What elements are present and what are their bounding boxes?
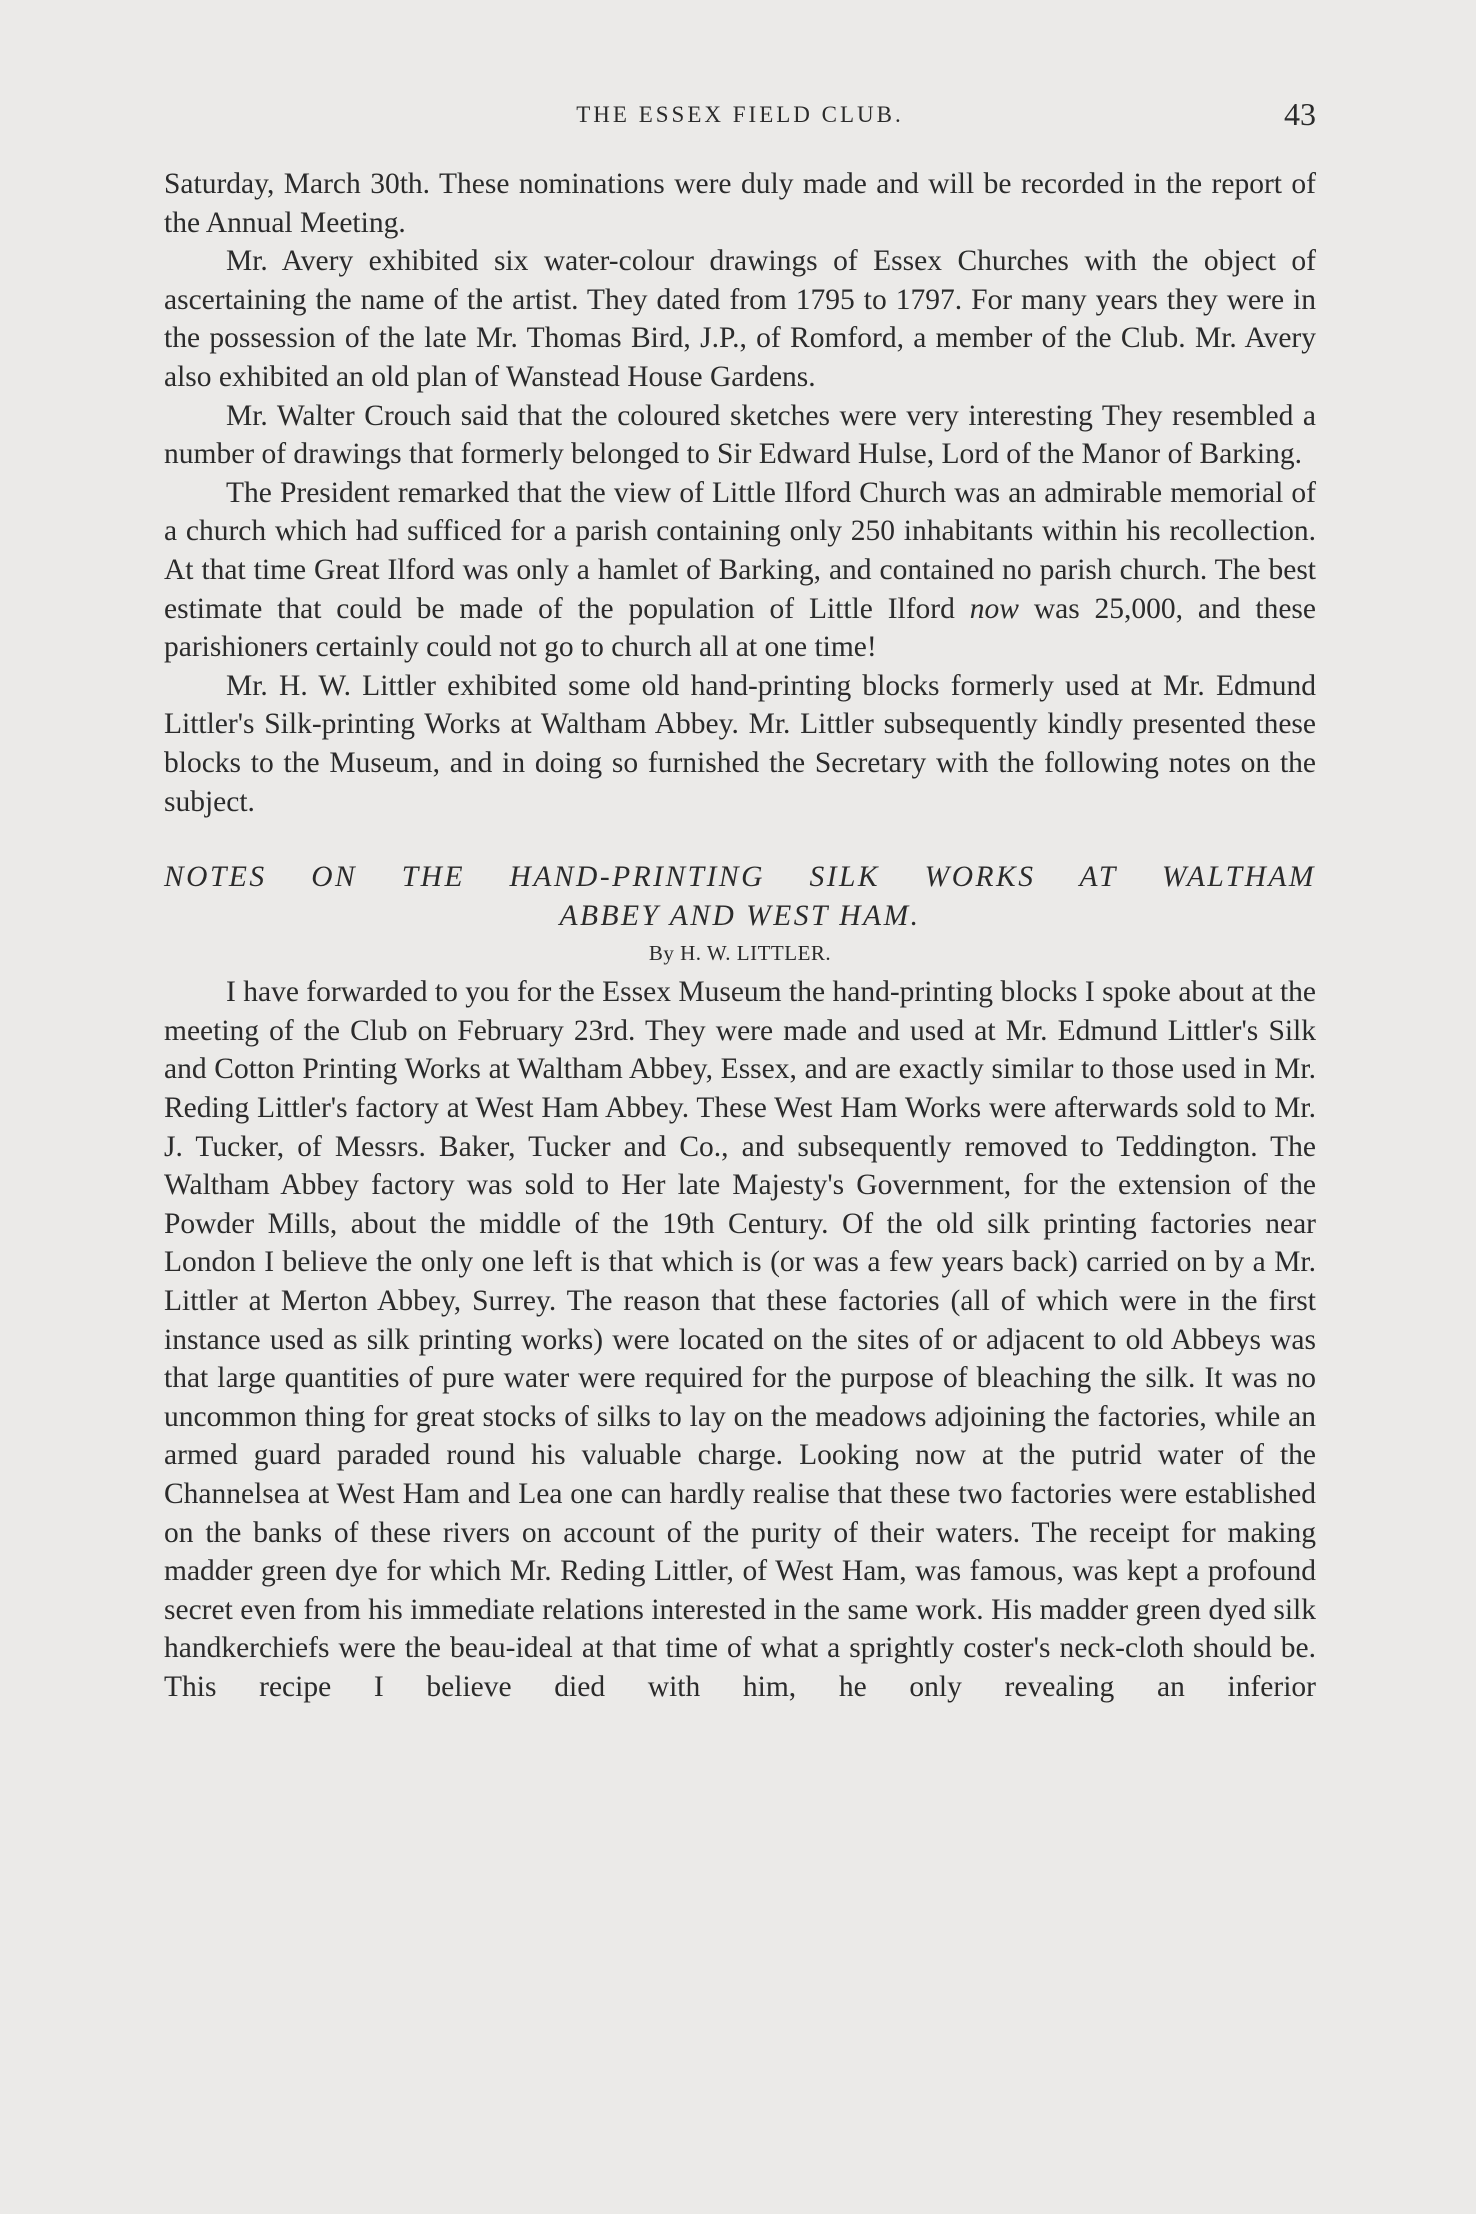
page-number: 43 bbox=[1284, 96, 1316, 132]
article-title-line-1: NOTES ON THE HAND-PRINTING SILK WORKS AT WALTHAM bbox=[164, 861, 1316, 894]
article-byline: By H. W. LITTLER. bbox=[648, 941, 832, 966]
paragraph-littler: Mr. H. W. Littler exhibited some old hand-printing blocks formerly used at Mr. Edmund Littler's Silk-printing Works at Waltham Abbey. Mr. Littler subsequently kindly presented these blocks to the Museum, and in doing so furnished the Secretary with the following notes on the subject. bbox=[164, 669, 1316, 818]
running-head: THE ESSEX FIELD CLUB. bbox=[576, 102, 904, 127]
article-title bbox=[164, 858, 1316, 935]
paragraph-president bbox=[164, 474, 1316, 667]
paragraph-president-text-b: was 25,000, and these parishioners certainly could not go to church all at one time! bbox=[164, 592, 1317, 664]
page-header bbox=[164, 96, 1316, 140]
paragraph-crouch: Mr. Walter Crouch said that the coloured sketches were very interesting They resembled a number of drawings that formerly belonged to Sir Edward Hulse, Lord of the Manor of Barking. bbox=[164, 399, 1316, 471]
paragraph-continued: Saturday, March 30th. These nominations were duly made and will be recorded in the report of the Annual Meeting. bbox=[164, 168, 1316, 239]
article-body: I have forwarded to you for the Essex Museum the hand-printing blocks I spoke about at the meeting of the Club on February 23rd. They were made and used at Mr. Edmund Littler's Silk and Cotton Printing Works at Waltham Abbey, Essex, and are exactly similar to those used in Mr. Reding Littler's factory at West Ham Abbey. These West Ham Works were afterwards sold to Mr. J. Tucker, of Messrs. Baker, Tucker and Co., and subsequently removed to Teddington. The Waltham Abbey factory was sold to Her late Majesty's Government, for the extension of the Powder Mills, about the middle of the 19th Century. Of the old silk printing factories near London I believe the only one left is that which is (or was a few years back) carried on by a Mr. Littler at Merton Abbey, Surrey. The reason that these factories (all of which were in the first instance used as silk printing works) were located on the sites of or adjacent to old Abbeys was that large quantities of pure water were required for the purpose of bleaching the silk. It was no uncommon thing for great stocks of silks to lay on the meadows adjoining the factories, while an armed guard paraded round his valuable charge. Looking now at the putrid water of the Channelsea at West Ham and Lea one can hardly realise that these two factories were established on the banks of these rivers on account of the purity of their waters. The receipt for making madder green dye for which Mr. Reding Littler, of West Ham, was famous, was kept a profound secret even from his immediate relations interested in the same work. His madder green dyed silk handkerchiefs were the beau-ideal at that time of what a sprightly coster's neck-cloth should be. This recipe I believe died with him, he only revealing an inferior bbox=[164, 976, 1316, 1703]
paragraph-president-text-a: The President remarked that the view of Little Ilford Church was an admirable memorial of a church which had sufficed for a parish containing only 250 inhabitants within his recollection. At that time Great Ilford was only a hamlet of Barking, and contained no parish church. The best estimate that could be made of the population of Little Ilford bbox=[164, 476, 1316, 625]
article-title-line-2: ABBEY AND WEST HAM. bbox=[559, 899, 921, 932]
italic-word: now bbox=[969, 592, 1019, 625]
page-body bbox=[164, 165, 1316, 1707]
paragraph-avery: Mr. Avery exhibited six water-colour drawings of Essex Churches with the object of ascertaining the name of the artist. They dated from 1795 to 1797. For many years they were in the possession of the late Mr. Thomas Bird, J.P., of Romford, a member of the Club. Mr. Avery also exhibited an old plan of Wanstead House Gardens. bbox=[164, 245, 1316, 393]
